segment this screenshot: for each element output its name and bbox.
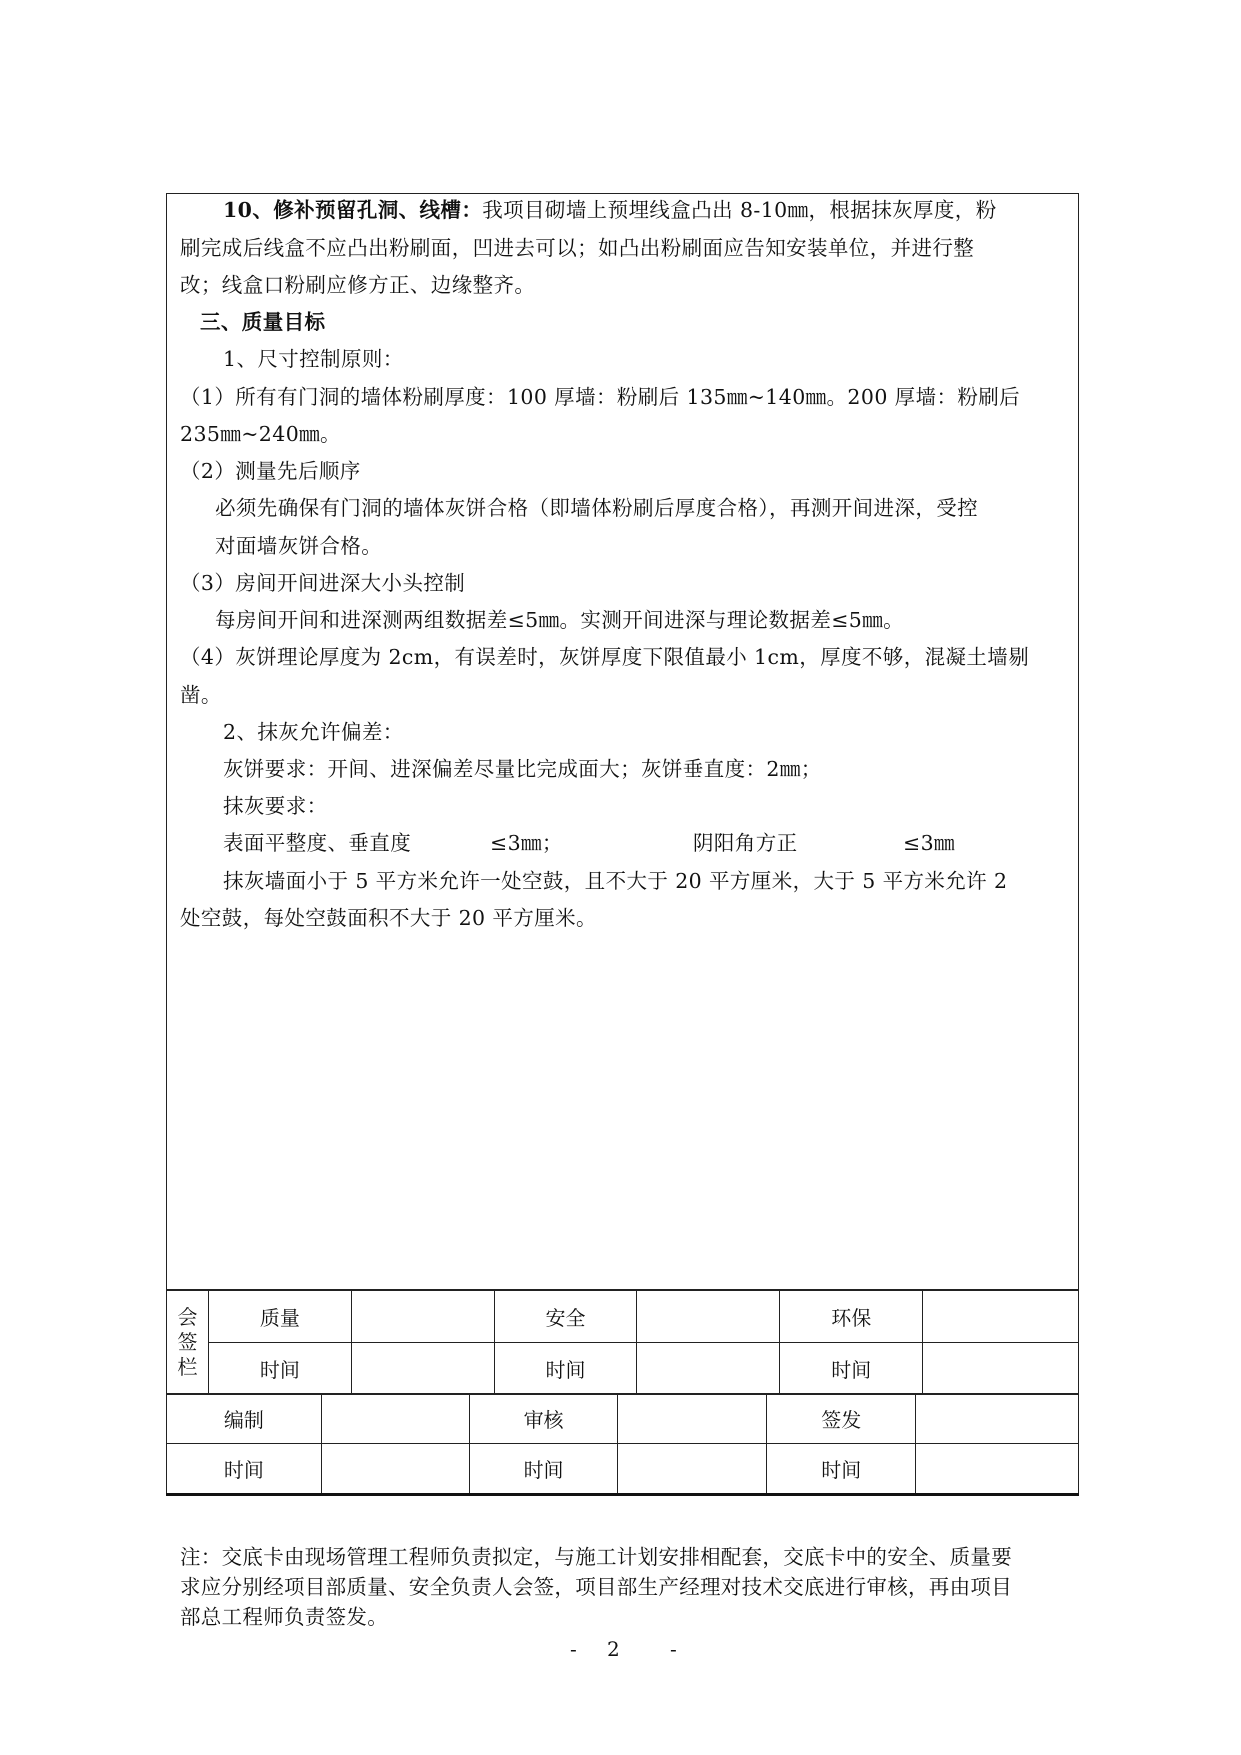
safety-time-cell[interactable] [637, 1343, 780, 1395]
compile-sign-cell[interactable] [321, 1394, 469, 1444]
review-label: 审核 [469, 1394, 618, 1444]
safety-label: 安全 [494, 1291, 637, 1343]
plaster-cake-requirement: 灰饼要求：开间、进深偏差尽量比完成面大；灰饼垂直度：2㎜； [223, 757, 822, 781]
env-sign-cell[interactable] [923, 1291, 1079, 1343]
corner-label: 阴阳角方正 [693, 831, 798, 855]
item10-text: 我项目砌墙上预埋线盒凸出 8-10㎜，根据抹灰厚度，粉 [482, 198, 997, 222]
flatness-label: 表面平整度、垂直度 [223, 831, 412, 855]
item10-title: 10、修补预留孔洞、线槽： [223, 198, 483, 222]
item10-line2: 刷完成后线盒不应凸出粉刷面，凹进去可以；如凸出粉刷面应告知安装单位，并进行整 [180, 236, 975, 260]
p4-line2: 凿。 [180, 683, 222, 707]
countersign-label: 会 签 栏 [167, 1291, 209, 1395]
quality-label: 质量 [208, 1291, 351, 1343]
quality-sign-cell[interactable] [351, 1291, 494, 1343]
note-line1: 注：交底卡由现场管理工程师负责拟定，与施工计划安排相配套，交底卡中的安全、质量要 [180, 1545, 1012, 1569]
section3-title: 三、质量目标 [200, 310, 326, 334]
env-time-label: 时间 [780, 1343, 923, 1395]
p1-line2: 235㎜~240㎜。 [180, 422, 341, 446]
page-dash-left: - [570, 1637, 577, 1661]
plaster-requirement: 抹灰要求： [223, 794, 328, 818]
quality-time-cell[interactable] [351, 1343, 494, 1395]
corner-value: ≤3㎜ [903, 831, 955, 855]
safety-time-label: 时间 [494, 1343, 637, 1395]
item10-line1 [223, 196, 997, 224]
sub1-title: 1、尺寸控制原则： [223, 347, 404, 371]
p2-line1: 必须先确保有门洞的墙体灰饼合格（即墙体粉刷后厚度合格），再测开间进深，受控 [215, 496, 979, 520]
item10-line3: 改；线盒口粉刷应修方正、边缘整齐。 [180, 273, 536, 297]
p3-title: （3）房间开间进深大小头控制 [180, 571, 466, 595]
issue-time-cell[interactable] [916, 1444, 1079, 1495]
quality-time-label: 时间 [208, 1343, 351, 1395]
p4-line1: （4）灰饼理论厚度为 2cm，有误差时，灰饼厚度下限值最小 1cm，厚度不够，混凝土墙剔 [180, 645, 1030, 669]
page-dash-right: - [670, 1637, 677, 1661]
issue-time-label: 时间 [767, 1444, 916, 1495]
note-line3: 部总工程师负责签发。 [180, 1605, 388, 1629]
issue-sign-cell[interactable] [916, 1394, 1079, 1444]
p3-line1: 每房间开间和进深测两组数据差≤5㎜。实测开间进深与理论数据差≤5㎜。 [215, 608, 905, 632]
approval-table [166, 1393, 1079, 1496]
compile-label: 编制 [167, 1394, 322, 1444]
review-time-cell[interactable] [618, 1444, 767, 1495]
p1-line1: （1）所有有门洞的墙体粉刷厚度：100 厚墙：粉刷后 135㎜~140㎜。200 厚墙：粉刷后 [180, 385, 1021, 409]
compile-time-label: 时间 [167, 1444, 322, 1495]
hollow-line2: 处空鼓，每处空鼓面积不大于 20 平方厘米。 [180, 906, 597, 930]
flatness-value: ≤3㎜； [490, 831, 563, 855]
sub2-title: 2、抹灰允许偏差： [223, 720, 404, 744]
page-number: 2 [607, 1637, 620, 1661]
hollow-line1: 抹灰墙面小于 5 平方米允许一处空鼓，且不大于 20 平方厘米，大于 5 平方米允许 2 [223, 869, 1008, 893]
compile-time-cell[interactable] [321, 1444, 469, 1495]
note-line2: 求应分别经项目部质量、安全负责人会签，项目部生产经理对技术交底进行审核，再由项目 [180, 1575, 1012, 1599]
env-time-cell[interactable] [923, 1343, 1079, 1395]
safety-sign-cell[interactable] [637, 1291, 780, 1343]
issue-label: 签发 [767, 1394, 916, 1444]
p2-line2: 对面墙灰饼合格。 [215, 534, 383, 558]
countersign-table [166, 1290, 1079, 1395]
review-time-label: 时间 [469, 1444, 618, 1495]
env-label: 环保 [780, 1291, 923, 1343]
review-sign-cell[interactable] [618, 1394, 767, 1444]
p2-title: （2）测量先后顺序 [180, 459, 361, 483]
